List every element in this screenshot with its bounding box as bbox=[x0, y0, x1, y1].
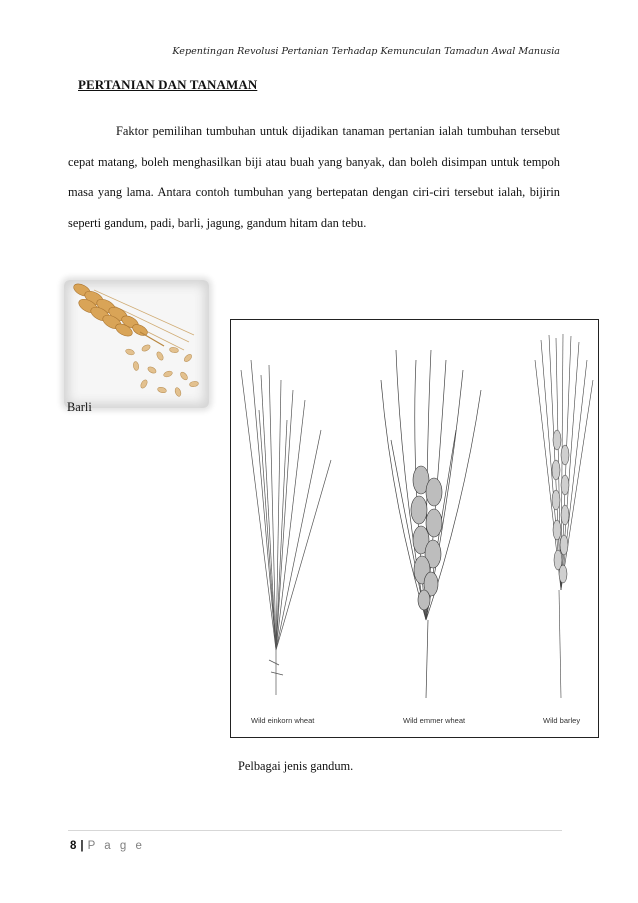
page-footer bbox=[70, 840, 145, 852]
page-number: 8 bbox=[70, 840, 77, 852]
running-header: Kepentingan Revolusi Pertanian Terhadap Kemunculan Tamadun Awal Manusia bbox=[172, 46, 560, 57]
wheat-label-einkorn: Wild einkorn wheat bbox=[251, 716, 315, 725]
paragraph-text: Faktor pemilihan tumbuhan untuk dijadikan tanaman pertanian ialah tumbuhan tersebut cepat matang, boleh menghasilkan biji atau buah yang banyak, dan boleh disimpan untuk tempoh masa yang lama. Antara contoh tumbuhan yang bertepatan dengan ciri-ciri tersebut ialah, bijirin seperti gandum, padi, barli, jagung, gandum hitam dan tebu. bbox=[68, 124, 560, 230]
wheat-label-emmer: Wild emmer wheat bbox=[403, 716, 466, 725]
footer-divider bbox=[68, 830, 562, 831]
section-title: PERTANIAN DAN TANAMAN bbox=[78, 77, 258, 92]
wheat-label-barley: Wild barley bbox=[543, 716, 581, 725]
barley-illustration bbox=[64, 280, 209, 408]
barley-photo bbox=[64, 280, 209, 408]
barley-label: Barli bbox=[67, 400, 92, 414]
figure-caption: Pelbagai jenis gandum. bbox=[238, 759, 354, 773]
wheat-illustration bbox=[231, 320, 600, 739]
wheat-types-figure bbox=[230, 319, 599, 738]
page-word: P a g e bbox=[87, 840, 145, 852]
footer-separator: | bbox=[80, 840, 84, 852]
body-paragraph bbox=[68, 116, 560, 238]
